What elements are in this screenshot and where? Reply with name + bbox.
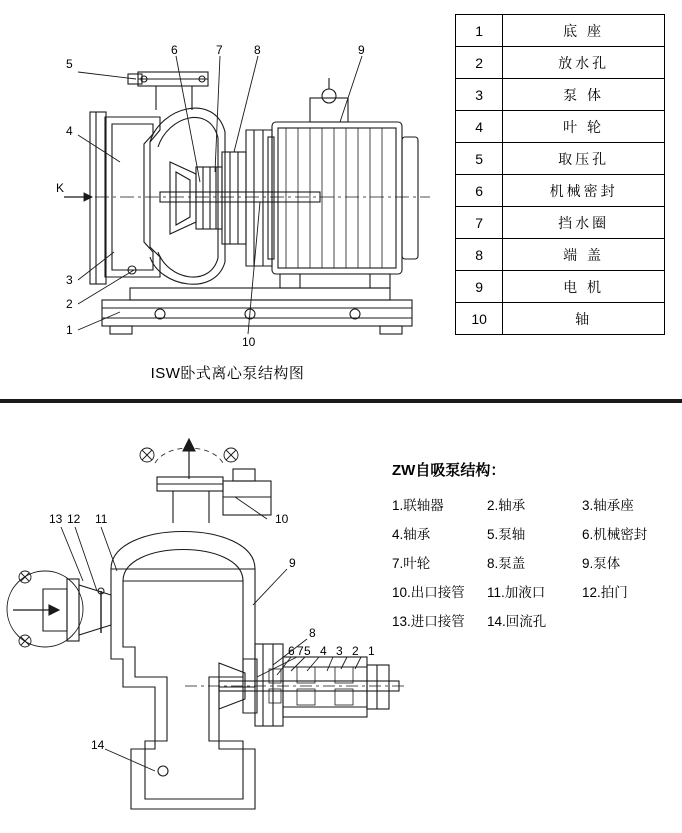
part-number: 10 [456, 303, 503, 335]
parts-table [455, 14, 665, 335]
part-name: 端 盖 [503, 239, 665, 271]
part-name: 轴 [503, 303, 665, 335]
zw-pump-diagram [5, 419, 405, 829]
zw-legend-title: ZW自吸泵结构： [392, 462, 506, 479]
part-name: 叶 轮 [503, 111, 665, 143]
legend-item: 14.回流孔 [487, 614, 547, 629]
callout-4: 4 [320, 644, 327, 658]
callout-5: 5 [66, 57, 73, 71]
part-number: 9 [456, 271, 503, 303]
table-row [456, 15, 665, 47]
zw-legend [392, 459, 677, 639]
legend-row [392, 494, 677, 514]
legend-item: 3.轴承座 [582, 498, 634, 513]
callout-9: 9 [289, 556, 296, 570]
callout-5: 5 [304, 644, 311, 658]
legend-item: 8.泵盖 [487, 556, 526, 571]
legend-item: 10.出口接管 [392, 585, 465, 600]
callout-6: 6 [288, 644, 295, 658]
callout-2: 2 [352, 644, 359, 658]
callout-2: 2 [66, 297, 73, 311]
zw-pump-panel [0, 409, 682, 833]
callout-9: 9 [358, 43, 365, 57]
part-number: 6 [456, 175, 503, 207]
callout-K: K [56, 181, 65, 195]
callout-3: 3 [66, 273, 73, 287]
table-row [456, 303, 665, 335]
table-row [456, 239, 665, 271]
part-number: 1 [456, 15, 503, 47]
callout-4: 4 [66, 124, 73, 138]
legend-item: 6.机械密封 [582, 527, 648, 542]
part-name: 取压孔 [503, 143, 665, 175]
callout-11: 11 [95, 512, 108, 526]
callout-8: 8 [309, 626, 316, 640]
part-number: 5 [456, 143, 503, 175]
isw-pump-diagram [10, 12, 450, 357]
part-name: 放水孔 [503, 47, 665, 79]
legend-item: 11.加液口 [487, 585, 546, 600]
part-name: 底 座 [503, 15, 665, 47]
callout-13: 13 [49, 512, 63, 526]
callout-12: 12 [67, 512, 81, 526]
table-row [456, 175, 665, 207]
table-row [456, 47, 665, 79]
legend-row [392, 581, 677, 601]
legend-item: 5.泵轴 [487, 527, 526, 542]
callout-14: 14 [91, 738, 105, 752]
table-row [456, 79, 665, 111]
table-row [456, 271, 665, 303]
legend-row [392, 523, 677, 543]
table-row [456, 111, 665, 143]
part-name: 泵 体 [503, 79, 665, 111]
legend-item: 13.进口接管 [392, 614, 465, 629]
part-name: 电 机 [503, 271, 665, 303]
callout-10: 10 [275, 512, 289, 526]
part-number: 2 [456, 47, 503, 79]
legend-item: 12.拍门 [582, 585, 628, 600]
legend-item: 9.泵体 [582, 556, 621, 571]
part-name: 挡水圈 [503, 207, 665, 239]
callout-10: 10 [242, 335, 256, 349]
table-row [456, 207, 665, 239]
callout-6: 6 [171, 43, 178, 57]
callout-3: 3 [336, 644, 343, 658]
legend-item: 1.联轴器 [392, 498, 444, 513]
legend-item: 7.叶轮 [392, 556, 431, 571]
legend-row [392, 610, 677, 630]
callout-7: 7 [297, 644, 304, 658]
part-number: 3 [456, 79, 503, 111]
table-row [456, 143, 665, 175]
legend-row [392, 552, 677, 572]
isw-pump-panel [0, 0, 682, 405]
legend-item: 2.轴承 [487, 498, 526, 513]
legend-item: 4.轴承 [392, 527, 431, 542]
panel-divider [0, 399, 682, 403]
callout-7: 7 [216, 43, 223, 57]
part-number: 7 [456, 207, 503, 239]
callout-1: 1 [66, 323, 73, 337]
callout-8: 8 [254, 43, 261, 57]
part-number: 8 [456, 239, 503, 271]
isw-figure-caption: ISW卧式离心泵结构图 [150, 365, 305, 382]
part-name: 机械密封 [503, 175, 665, 207]
part-number: 4 [456, 111, 503, 143]
callout-1: 1 [368, 644, 375, 658]
zw-callout-labels [49, 512, 375, 752]
